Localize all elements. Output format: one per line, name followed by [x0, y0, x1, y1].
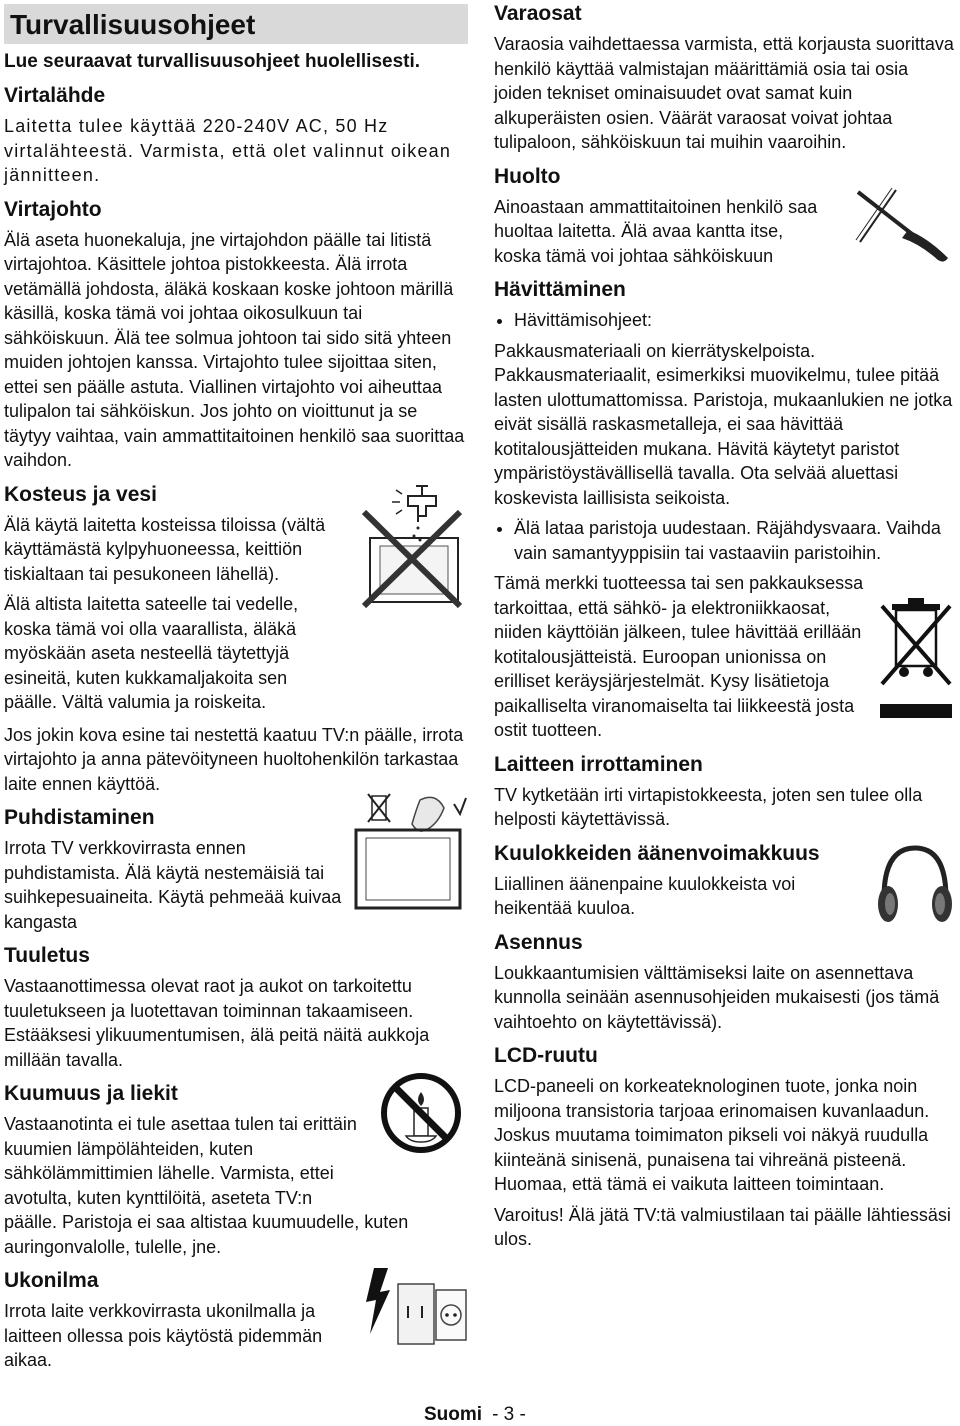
virtalahde-text: Laitetta tulee käyttää 220-240V AC, 50 Hz virtalähteestä. Varmista, että olet valinnut oikean jännitteen. [4, 116, 452, 185]
irrottaminen-text: TV kytketään irti virtapistokkeesta, joten sen tulee olla helposti käytettävissä. [494, 784, 923, 829]
virtajohto-heading: Virtajohto [4, 197, 102, 221]
varaosat-heading: Varaosat [494, 2, 582, 25]
lcd-text-2: Varoitus! Älä jätä TV:tä valmiustilaan tai päälle lähtiessäsi ulos. [494, 1204, 951, 1249]
puhdistaminen-text: Irrota TV verkkovirrasta ennen puhdistamista. Älä käytä nestemäisiä tai suihkepesuaineita. Käytä pehmeää kuivaa kangasta [4, 838, 342, 932]
weee-bin-icon [878, 596, 954, 720]
asennus-text: Loukkaantumisien välttämiseksi laite on asennettava kunnolla seinään asennusohjeiden mukaisesti (jos tämä vaihtoehto on käytettävissä). [494, 962, 940, 1032]
havittaminen-list [494, 308, 960, 333]
huolto-heading: Huolto [494, 164, 561, 188]
tuuletus-heading: Tuuletus [4, 944, 90, 967]
kuulokkeet-heading: Kuulokkeiden äänenvoimakkuus [494, 841, 820, 865]
headphones-icon [874, 842, 956, 932]
kuumuus-heading: Kuumuus ja liekit [4, 1082, 178, 1105]
page-number: - 3 - [492, 1404, 526, 1425]
kuumuus-text-2: päälle. Paristoja ei saa altistaa kuumuudelle, kuten auringonvalolle, tulelle, jne. [4, 1212, 409, 1257]
footer-language: Suomi [424, 1404, 483, 1425]
kosteus-text-1: Älä käytä laitetta kosteissa tiloissa (vältä käyttämästä kylpyhuoneessa, keittiön tiskialtaan tai pesukoneen lähellä). [4, 514, 326, 584]
kosteus-text-3: Jos jokin kova esine tai nestettä kaatuu TV:n päälle, irrota virtajohto ja anna pätevöityneen huoltohenkilön tarkastaa laite ennen käyttöä. [4, 724, 464, 794]
lcd-text-1: LCD-paneeli on korkeateknologinen tuote, jonka noin miljoona transistoria tarjoaa erinomaisen kuvanlaadun. Joskus muutama toimimaton pikseli voi näkyä ruudulla kiinteänä sinisenä, punaisena tai vihreänä pisteenä. Huomaa, että tämä ei vaikuta laitteen toimintaan. [494, 1076, 930, 1194]
kuumuus-text-1: Vastaanotinta ei tule asettaa tulen tai erittäin kuumien lämpölähteiden, kuten sähkölämmittimien lähelle. Varmista, ettei avotulta, kuten kynttilöitä, aseteta TV:n [4, 1114, 357, 1208]
havittaminen-text-2: Tämä merkki tuotteessa tai sen pakkauksessa tarkoittaa, että sähkö- ja elektroniikkaosat, niiden käyttöiän jälkeen, tulee hävittää erillään kotitalousjätteistä. Euroopan unionissa on erilliset keräysjärjestelmät. Kysy lisätietoja paikalliselta viranomaiselta tai liikkeestä josta ostit tuotteen. [494, 573, 864, 740]
left-column [4, 0, 468, 1379]
havittaminen-list-2 [494, 516, 960, 565]
no-spray-cleaning-icon [350, 790, 470, 914]
screwdriver-icon [852, 182, 958, 264]
huolto-text: Ainoastaan ammattitaitoinen henkilö saa huoltaa laitetta. Älä avaa kantta itse, koska tämä voi johtaa sähköiskuun [494, 196, 818, 266]
kosteus-text-2: Älä altista laitetta sateelle tai vedelle, koska tämä voi olla vaarallista, äläkä myöskään aseta nesteellä täytettyjä esineitä, kuten kukkamaljakoita sen päälle. Vältä valumia ja roiskeita. [4, 594, 299, 712]
virtajohto-text: Älä aseta huonekaluja, jne virtajohdon päälle tai litistä virtajohtoa. Käsittele johtoa pistokkeesta. Älä irrota vetämällä johdosta, äläkä koskaan koske johtoon märillä käsillä, koska tämä voi johtaa oikosulkuun tai sähköiskuun. Älä tee solmua johtoon tai sido sitä yhteen muiden johtojen kanssa. Virtajohto tulee sijoittaa siten, ettei sen päälle astuta. Viallinen virtajohto voi aiheuttaa tulipalon tai sähköiskun. Jos johto on vioittunut ja se täytyy vaihtaa, vain ammattitaitoinen henkilö saa suorittaa vaihdon. [4, 229, 465, 470]
lead-text: Lue seuraavat turvallisuusohjeet huolellisesti. [4, 51, 421, 72]
asennus-heading: Asennus [494, 930, 583, 954]
no-open-flame-icon [380, 1072, 462, 1154]
page-footer [424, 1404, 526, 1426]
virtalahde-heading: Virtalähde [4, 84, 106, 107]
irrottaminen-heading: Laitteen irrottaminen [494, 752, 703, 776]
puhdistaminen-heading: Puhdistaminen [4, 806, 155, 829]
lightning-unplug-icon [364, 1266, 468, 1354]
list-item: • Hävittämisohjeet: [514, 308, 960, 333]
ukonilma-heading: Ukonilma [4, 1269, 99, 1292]
havittaminen-heading: Hävittäminen [494, 278, 626, 301]
lcd-heading: LCD-ruutu [494, 1044, 598, 1067]
tuuletus-text: Vastaanottimessa olevat raot ja aukot on tarkoitettu tuuletukseen ja luotettavan toiminnan takaamiseen. Estääksesi ylikuumentumisen, älä peitä näitä aukkoja millään tavalla. [4, 976, 430, 1070]
kuulokkeet-text: Liiallinen äänenpaine kuulokkeista voi heikentää kuuloa. [494, 873, 796, 918]
list-item: • Älä lataa paristoja uudestaan. Räjähdysvaara. Vaihda vain samantyyppisiin tai vastaaviin paristoihin. [514, 516, 960, 565]
page-title: Turvallisuusohjeet [4, 4, 468, 44]
havittaminen-text-1: Pakkausmateriaali on kierrätyskelpoista. Pakkausmateriaalit, esimerkiksi muovikelmu, tulee pitää lasten ulottumattomissa. Paristoja, mukaanlukien ne jotka eivät sisällä raskasmetalleja, ei saa hävittää kotitalousjätteiden mukana. Hävitä käytetyt paristot ympäristöystävällisellä tavalla. Ota selvää aluettasi koskevista laillisista seikoista. [494, 340, 953, 508]
kosteus-heading: Kosteus ja vesi [4, 482, 157, 506]
varaosat-text: Varaosia vaihdettaessa varmista, että korjausta suorittava henkilö käyttää valmistajan määrittämiä osia tai osia joiden tekniset ominaisuudet ovat samat kuin alkuperäisten osien. Väärät varaosat voivat johtaa tulipaloon, sähköiskuun tai muihin vaaroihin. [494, 34, 954, 152]
ukonilma-text: Irrota laite verkkovirrasta ukonilmalla ja laitteen ollessa pois käytöstä pidemmän aikaa. [4, 1301, 323, 1370]
no-water-icon [356, 478, 468, 608]
